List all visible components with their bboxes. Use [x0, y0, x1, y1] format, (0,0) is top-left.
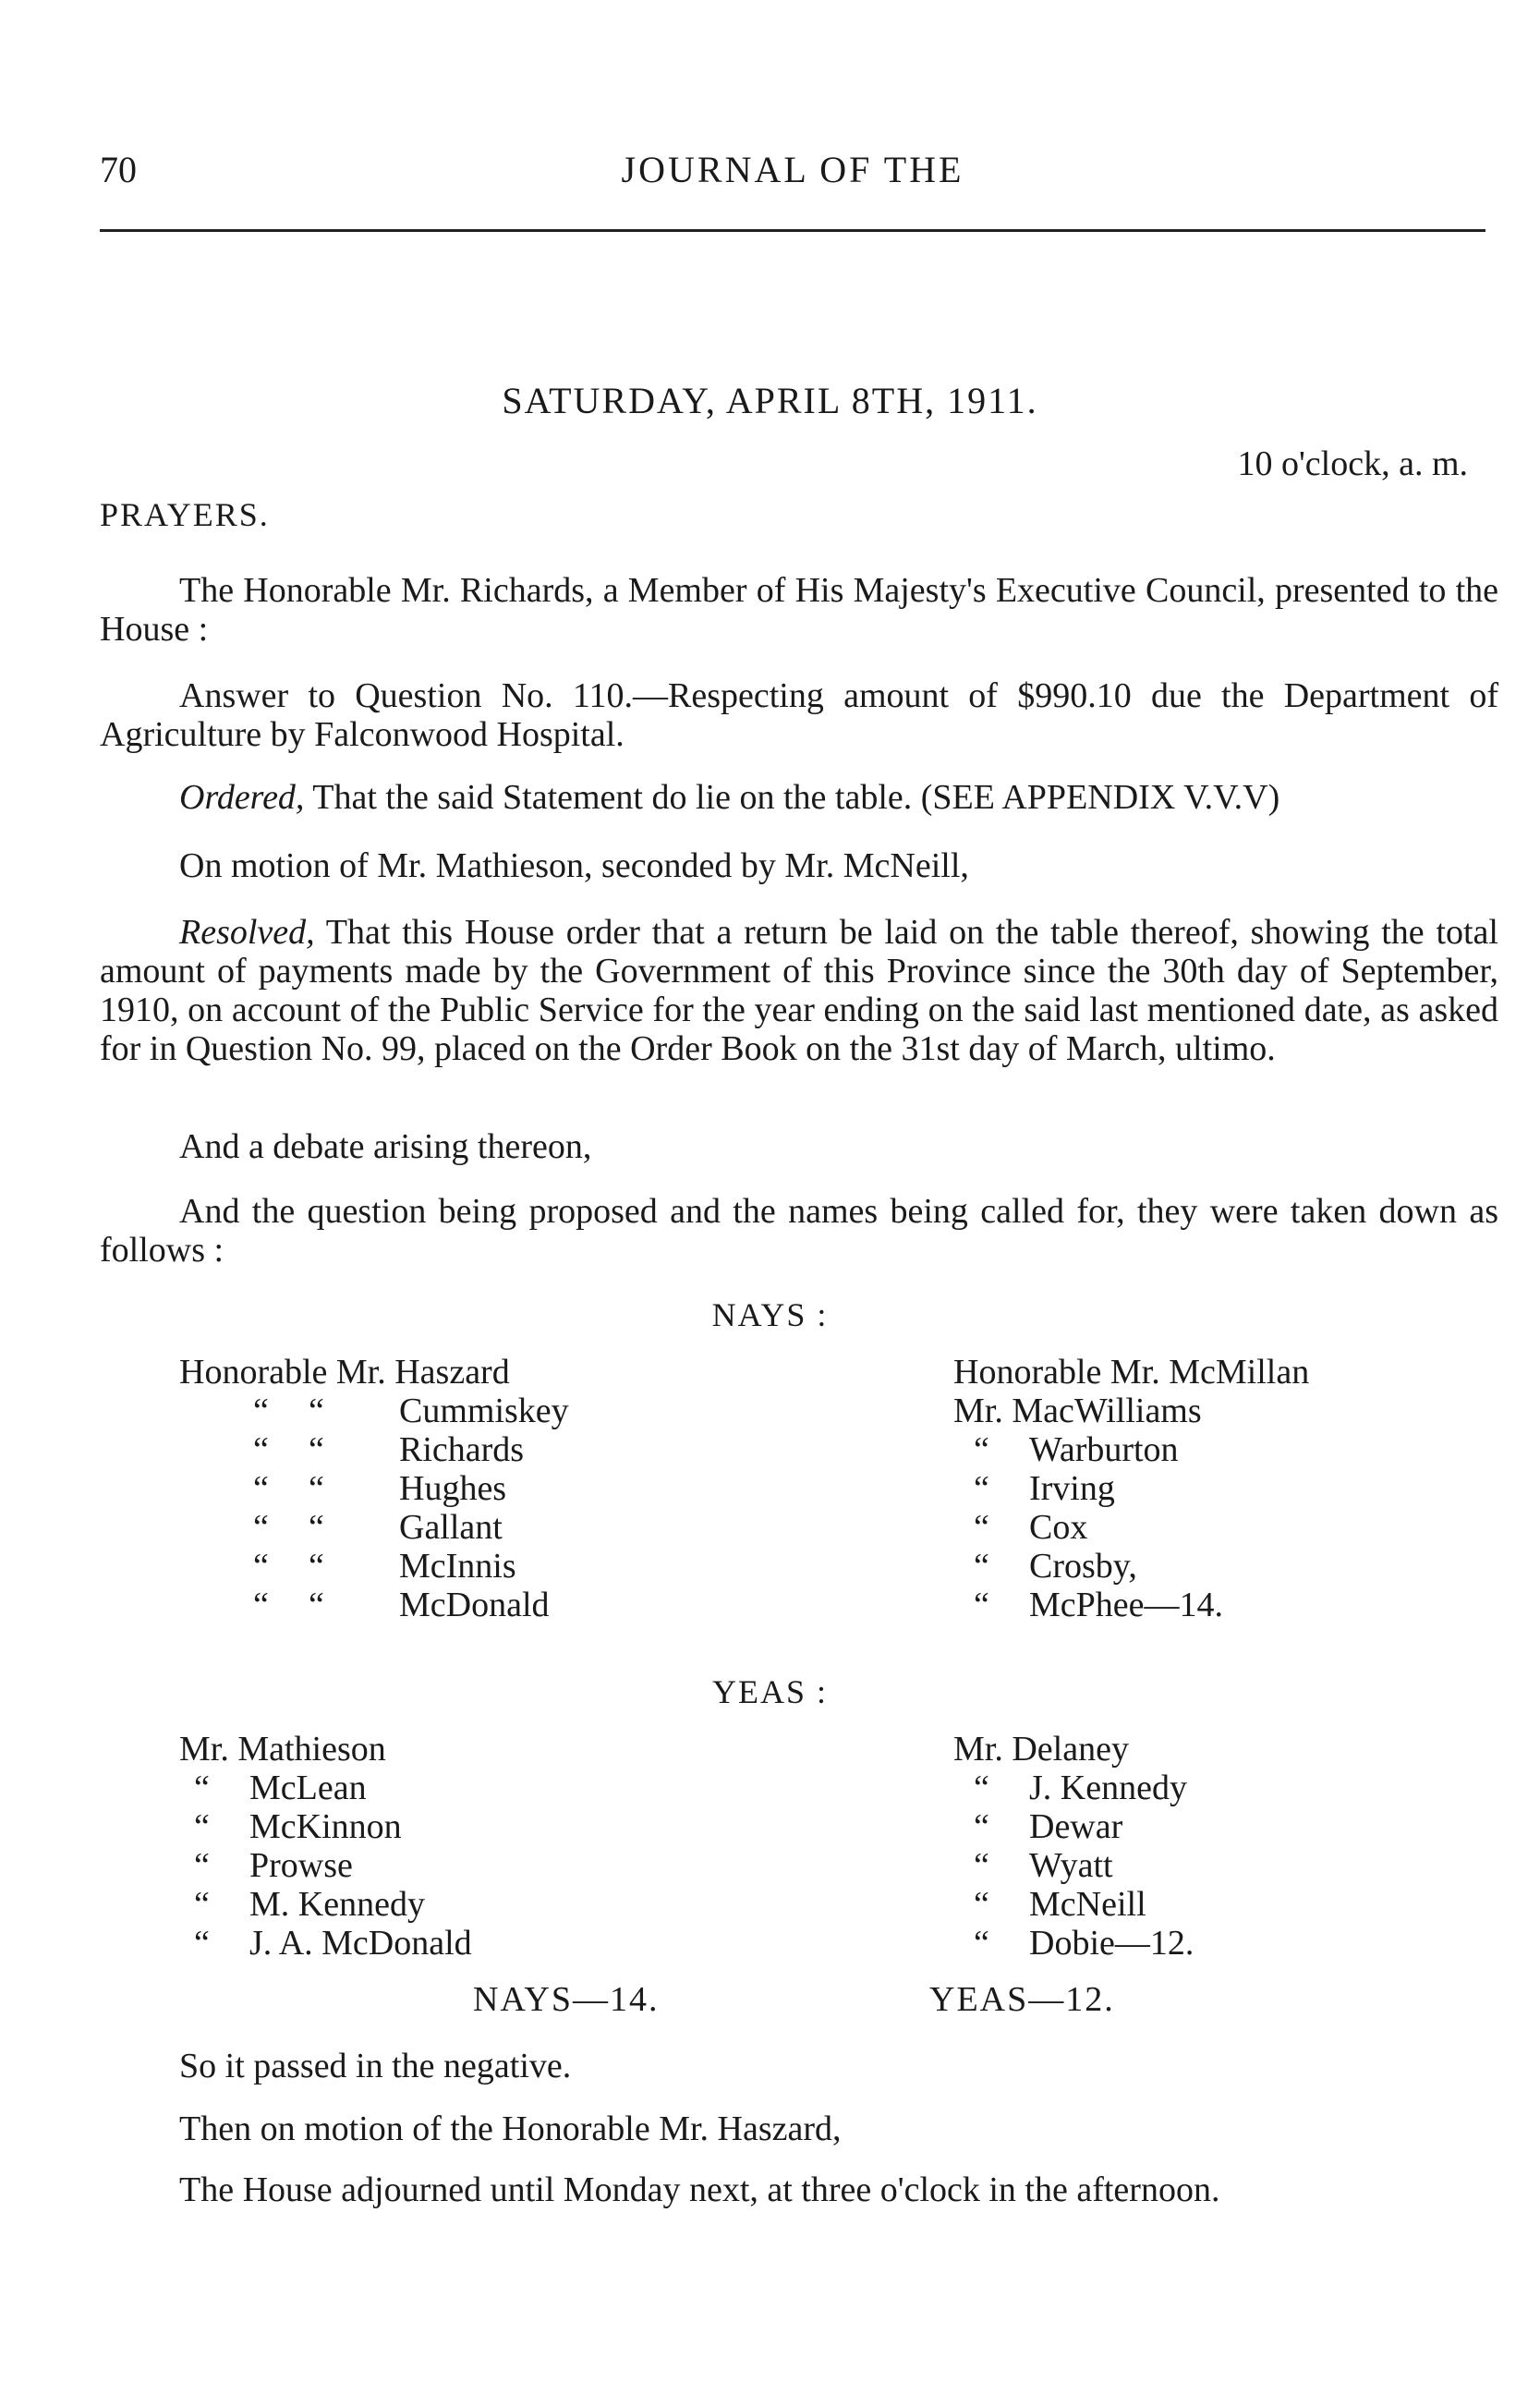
paragraph-question: And the question being proposed and the names being called for, they were taken down as follows : — [100, 1192, 1498, 1270]
date-line: SATURDAY, APRIL 8TH, 1911. — [502, 380, 1038, 421]
closing-motion: Then on motion of the Honorable Mr. Haszard, — [179, 2109, 842, 2148]
closing-negative: So it passed in the negative. — [179, 2047, 572, 2085]
list-item: “ McPhee—14. — [974, 1586, 1224, 1624]
list-item: “ “ Cummiskey — [253, 1392, 569, 1430]
prayers-heading: PRAYERS. — [100, 496, 270, 533]
closing-adjourned: The House adjourned until Monday next, at three o'clock in the afternoon. — [179, 2170, 1220, 2209]
list-item: “ “ McInnis — [253, 1547, 516, 1586]
list-item: “ McLean — [194, 1769, 367, 1807]
list-item: “ “ Gallant — [253, 1508, 503, 1547]
nays-left-column — [179, 1353, 569, 1624]
paragraph-answer: Answer to Question No. 110.—Respecting amount of $990.10 due the Department of Agriculture by Falconwood Hospital. — [100, 676, 1498, 754]
paragraph-debate: And a debate arising thereon, — [179, 1127, 592, 1166]
list-item: “ J. A. McDonald — [194, 1924, 472, 1963]
list-item: “ Crosby, — [974, 1547, 1137, 1586]
yeas-right-column — [953, 1730, 1194, 1963]
list-item: “ Wyatt — [974, 1846, 1113, 1885]
running-head: JOURNAL OF THE — [621, 149, 964, 190]
list-item: “ Warburton — [974, 1430, 1179, 1469]
yeas-left-column — [179, 1730, 472, 1963]
header-rule — [100, 229, 1485, 232]
paragraph-ordered — [100, 778, 1498, 817]
ordered-label: Ordered, — [179, 778, 305, 817]
list-item: Honorable Mr. McMillan — [953, 1353, 1310, 1392]
paragraph-presented: The Honorable Mr. Richards, a Member of His Majesty's Executive Council, presented to the House : — [100, 571, 1498, 649]
page-header — [100, 148, 1485, 203]
list-item: Mr. Delaney — [953, 1730, 1129, 1769]
resolved-text: That this House order that a return be laid on the table thereof, showing the total amount of payments made by the Government of this Province since the 30th day of September, 1910, on account of the Public Service for the year ending on the said last mentioned date, as asked for in Question No. 99, placed on the Order Book on the 31st day of March, ultimo. — [100, 913, 1498, 1068]
list-item: “ Prowse — [194, 1846, 353, 1885]
yeas-total: YEAS—12. — [929, 1980, 1115, 2019]
list-item: Mr. Mathieson — [179, 1730, 386, 1769]
yeas-heading: YEAS : — [711, 1673, 828, 1710]
paragraph-motion: On motion of Mr. Mathieson, seconded by Mr. McNeill, — [179, 846, 969, 885]
list-item: “ J. Kennedy — [974, 1769, 1187, 1807]
list-item: “ Irving — [974, 1469, 1115, 1508]
list-item: “ Dewar — [974, 1807, 1123, 1846]
list-item: “ McNeill — [974, 1885, 1146, 1924]
list-item: “ McKinnon — [194, 1807, 402, 1846]
list-item: “ “ Hughes — [253, 1469, 507, 1508]
list-item: Mr. MacWilliams — [953, 1392, 1202, 1430]
ordered-text: That the said Statement do lie on the table. (SEE APPENDIX V.V.V) — [304, 778, 1280, 817]
nays-right-column — [953, 1353, 1309, 1624]
nays-total: NAYS—14. — [473, 1980, 660, 2019]
paragraph-resolved — [100, 913, 1498, 1068]
resolved-label: Resolved, — [179, 913, 315, 952]
list-item: “ “ McDonald — [253, 1586, 550, 1624]
list-item: “ M. Kennedy — [194, 1885, 425, 1924]
list-item: “ “ Richards — [253, 1430, 525, 1469]
list-item: “ Dobie—12. — [974, 1924, 1194, 1963]
nays-heading: NAYS : — [711, 1296, 829, 1333]
list-item: Honorable Mr. Haszard — [179, 1353, 510, 1392]
time-line: 10 o'clock, a. m. — [1237, 444, 1468, 483]
list-item: “ Cox — [974, 1508, 1088, 1547]
page-number: 70 — [100, 149, 137, 190]
